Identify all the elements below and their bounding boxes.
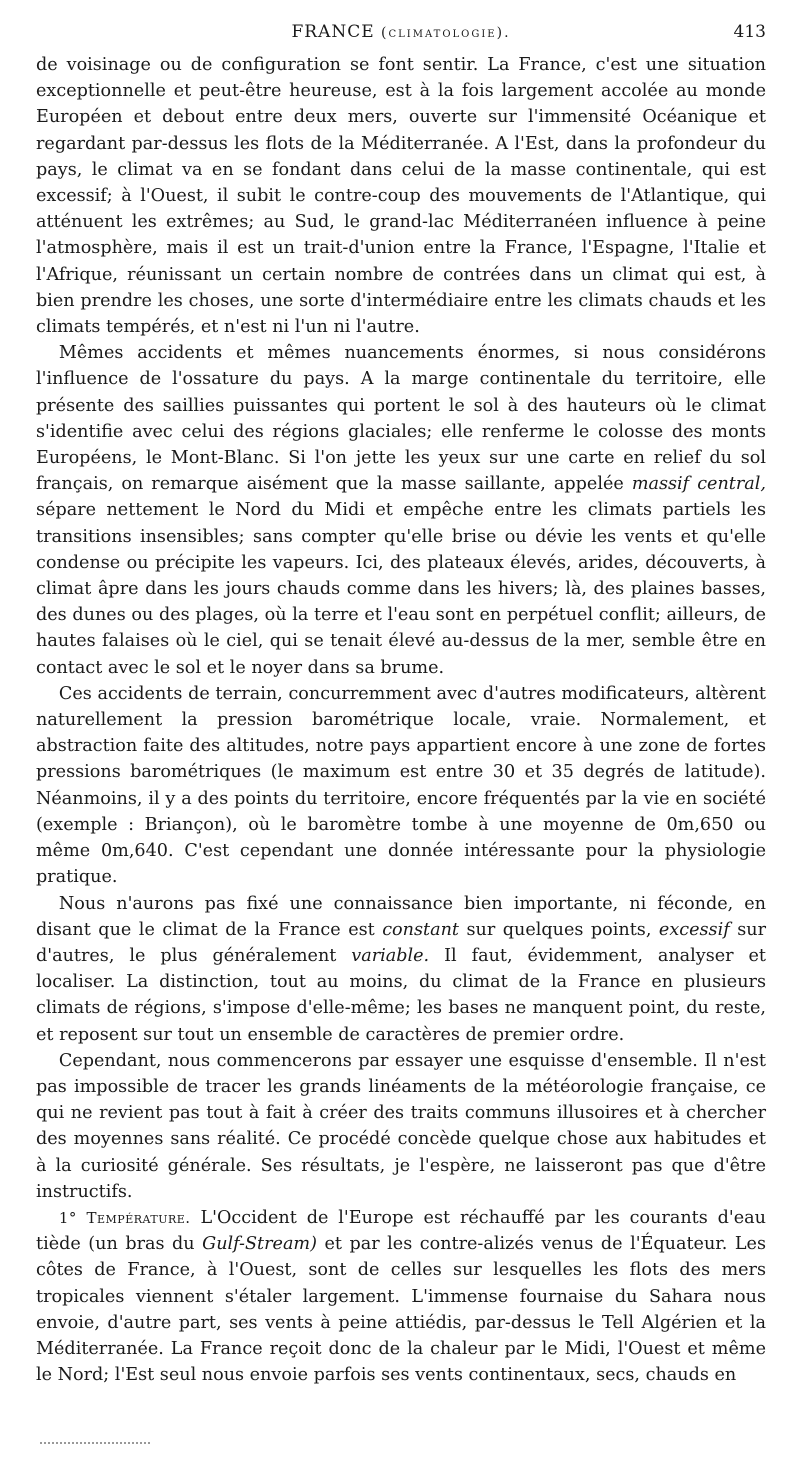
paragraph-5: Cependant, nous commencerons par essayer une esquisse d'ensemble. Il n'est pas impossible de tracer les grands linéaments de la météorologie française, ce qui ne revient pas tout à fait à créer des traits communs illusoires et à chercher des moyennes sans réalité. Ce procédé concède quelque chose aux habitudes et à la curiosité générale. Ses résultats, je l'espère, ne laisseront pas que d'être instructifs. bbox=[36, 1050, 766, 1202]
running-title-sub: (climatologie). bbox=[381, 25, 511, 41]
paragraph-4-emphasis-3: variable. bbox=[351, 945, 430, 966]
paragraph-4-emphasis-2: excessif bbox=[658, 919, 730, 940]
paragraph-3: Ces accidents de terrain, concurremment avec d'autres modificateurs, altèrent naturellement la pression barométrique locale, vraie. Normalement, et abstraction faite des altitudes, notre pays appartient encore à une zone de fortes pressions barométriques (le maximum est entre 30 et 35 degrés de latitude). Néanmoins, il y a des points du territoire, encore fréquentés par la vie en société (exemple : Briançon), où le baromètre tombe à une moyenne de 0m,650 ou même 0m,640. C'est cependant une donnée intéressante pour la physiologie pratique. bbox=[36, 683, 766, 888]
paragraph-4 bbox=[36, 891, 766, 1048]
body-text bbox=[36, 52, 766, 1388]
running-header bbox=[36, 22, 766, 52]
paragraph-2-part-a: Mêmes accidents et mêmes nuancements énormes, si nous considérons l'influence de l'ossature du pays. A la marge continentale du territoire, elle présente des saillies puissantes qui portent le sol à des hauteurs où le climat s'identifie avec celui des régions glaciales; elle renferme le colosse des monts Européens, le Mont-Blanc. Si l'on jette les yeux sur une carte en relief du sol français, on remarque aisément que la masse saillante, appelée bbox=[36, 343, 766, 495]
paragraph-2-emphasis: massif central, bbox=[631, 474, 766, 495]
paragraph-4-part-d: Il faut, évidemment, analyser et localiser. La distinction, tout au moins, du climat de la France en plusieurs climats de régions, s'impose d'elle-même; les bases ne manquent point, du reste, et reposent sur tout un ensemble de caractères de premier ordre. bbox=[36, 945, 766, 1045]
paragraph-4-part-a: Nous n'aurons pas fixé une connaissance bien importante, ni féconde, en disant que le climat de la France est bbox=[36, 893, 766, 940]
section-heading-temperature: 1° Température. bbox=[58, 1208, 191, 1227]
footer-rule bbox=[40, 1442, 150, 1444]
paragraph-6-part-b: et par les contre-alizés venus de l'Équateur. Les côtes de France, à l'Ouest, sont de celles sur lesquelles les flots des mers tropicales viennent s'étaler largement. L'immense fournaise du Sahara nous envoie, d'autre part, ses vents à peine attiédis, par-dessus le Tell Algérien et la Méditerranée. La France reçoit donc de la chaleur par le Midi, l'Ouest et même le Nord; l'Est seul nous envoie parfois ses vents continentaux, secs, chauds en bbox=[36, 1234, 766, 1386]
paragraph-4-part-b: sur quelques points, bbox=[458, 919, 659, 940]
paragraph-6 bbox=[36, 1205, 766, 1388]
paragraph-6-emphasis: Gulf-Stream) bbox=[202, 1234, 317, 1255]
paragraph-4-emphasis-1: constant bbox=[382, 919, 459, 940]
running-title bbox=[36, 22, 766, 42]
paragraph-1: de voisinage ou de configuration se font sentir. La France, c'est une situation exceptionnelle et peut-être heureuse, est à la fois largement accolée au monde Européen et debout entre deux mers, ouverte sur l'immensité Océanique et regardant par-dessus les flots de la Méditerranée. A l'Est, dans la profondeur du pays, le climat va en se fondant dans celui de la masse continentale, qui est excessif; à l'Ouest, il subit le contre-coup des mouvements de l'Atlantique, qui atténuent les extrêmes; au Sud, le grand-lac Méditerranéen influence à peine l'atmosphère, mais il est un trait-d'union entre la France, l'Espagne, l'Italie et l'Afrique, réunissant un certain nombre de contrées dans un climat qui est, à bien prendre les choses, une sorte d'intermédiaire entre les climats chauds et les climats tempérés, et n'est ni l'un ni l'autre. bbox=[36, 55, 766, 338]
page-number: 413 bbox=[733, 22, 766, 42]
paragraph-6-part-a: L'Occident de l'Europe est réchauffé par les courants d'eau tiède (un bras du bbox=[36, 1207, 766, 1255]
paragraph-4-part-c: sur d'autres, le plus généralement bbox=[36, 919, 766, 966]
running-title-main: FRANCE bbox=[291, 22, 375, 42]
book-page bbox=[36, 22, 766, 1388]
paragraph-2-part-b: sépare nettement le Nord du Midi et empêche entre les climats partiels les transitions insensibles; sans compter qu'elle brise ou dévie les vents et qu'elle condense ou précipite les vapeurs. Ici, des plateaux élevés, arides, découverts, à climat âpre dans les jours chauds comme dans les hivers; là, des plaines basses, des dunes ou des plages, où la terre et l'eau sont en perpétuel conflit; ailleurs, de hautes falaises où le ciel, qui se tenait élevé au-dessus de la mer, semble être en contact avec le sol et le noyer dans sa brume. bbox=[36, 500, 766, 678]
paragraph-2 bbox=[36, 340, 766, 681]
